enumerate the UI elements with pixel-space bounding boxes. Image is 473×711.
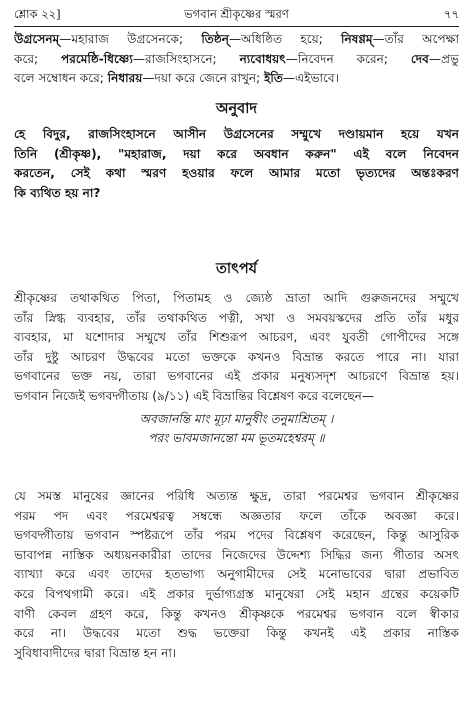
sanskrit-term: তিষ্ঠন্	[201, 32, 229, 46]
translation-heading: অনুবাদ	[215, 101, 258, 117]
sanskrit-term: ন্যবোধয়ৎ	[239, 51, 286, 66]
purport-line: যে সমস্ত মানুষের জ্ঞানের পরিধি অত্যন্ত ক্ষুদ্র, তারা পরমেশ্বর ভগবান শ্রীকৃষ্ণের	[14, 489, 459, 503]
translation-line: করতেন, সেই কথা স্মরণ হওয়ার ফলে আমার মতো ভৃত্যদের অন্তঃকরণ	[14, 166, 459, 181]
term-meaning: করে;	[14, 51, 61, 66]
sanskrit-term: ইতি	[264, 71, 283, 86]
term-meaning: —এইভাবে।	[282, 71, 339, 86]
translation-line: কি ব্যথিত হয় না?	[14, 185, 101, 200]
running-header	[14, 4, 459, 26]
gita-verse-quote	[14, 410, 459, 448]
purport-line: ভগবান নিজেই ভগবদ্গীতায় (৯/১১) এই বিভ্রান্তির বিশ্লেষণ করে বলেছেন—	[14, 388, 374, 403]
term-meaning: —তাঁর অপেক্ষা	[372, 32, 459, 46]
sanskrit-term: পরমেষ্ঠি-ধিষ্ণ্যে	[61, 51, 133, 66]
term-meaning: —দয়া করে জেনে রাখুন;	[142, 71, 265, 86]
term-meaning: —রাজসিংহাসনে;	[132, 51, 240, 66]
purport-line: বাণী কেবল গ্রহণ করে, কিন্তু কখনও শ্রীকৃষ্ণকে পরমেশ্বর ভগবান বলে স্বীকার	[14, 606, 459, 621]
translation-text	[14, 125, 459, 203]
sanskrit-term: নিষণ্ণম্	[341, 32, 373, 46]
term-meaning: —মহারাজ উগ্রসেনকে;	[59, 32, 202, 46]
verse-line: অবজানন্তি মাং মূঢ়া মানুষীং তনুমাশ্রিতম্ ।	[139, 412, 334, 426]
header-rule	[14, 26, 459, 27]
purport-line: তাঁর দুষ্টু আচরণ উদ্ধবের মতো ভক্তকে কখনও বিভ্রান্ত করতে পারে না। যারা	[14, 349, 459, 364]
synonyms-line-1	[14, 30, 459, 50]
term-meaning: —প্রভু	[428, 51, 459, 66]
translation-line: তিনি (শ্রীকৃষ্ণ), "মহারাজ, দয়া করে অবধান করুন" এই বলে নিবেদন	[14, 146, 459, 161]
term-meaning: বলে সম্বোধন করে;	[14, 71, 108, 86]
synonyms-section	[14, 30, 459, 89]
purport-line: করে বিপথগামী করে। এই প্রকার দুর্ভাগ্যগ্রস্ত মানুষেরা সেই মহান গ্রন্থের কয়েকটি	[14, 586, 459, 601]
purport-heading: তাৎপর্য	[215, 261, 258, 277]
purport-line: ভগবানের ভক্ত নয়, তারা ভগবানের এই প্রকার মনুষ্যসদৃশ আচরণে বিভ্রান্ত হয়।	[14, 369, 459, 384]
purport-paragraph-2	[14, 487, 459, 663]
purport-paragraph-1	[14, 289, 459, 407]
sanskrit-term: নিধারয়	[107, 71, 143, 86]
verse-reference: শ্লোক ২২]	[14, 7, 61, 21]
purport-line: ব্যবহার, মা যশোদার সম্মুখে তাঁর শিশুরূপ আচরণ, এবং যুবতী গোপীদের সঙ্গে	[14, 330, 459, 345]
sanskrit-term: উগ্রসেনম্	[14, 32, 60, 46]
purport-line: ভগবদ্গীতায় ভগবান স্পষ্টরূপে তাঁর পরম পদের বিশ্লেষণ করেছেন, কিন্তু আসুরিক	[14, 528, 459, 543]
running-title: ভগবান শ্রীকৃষ্ণের স্মরণ	[184, 7, 289, 21]
term-meaning: —নিবেদন করেন;	[285, 51, 411, 66]
translation-line: হে বিদুর, রাজসিংহাসনে আসীন উগ্রসেনের সম্মুখে দণ্ডায়মান হয়ে যখন	[14, 127, 459, 141]
verse-line: পরং ভাবমজানন্তো মম ভূতমহেশ্বরম্ ॥	[148, 431, 325, 445]
purport-line: সুবিধাবাদীদের দ্বারা বিভ্রান্ত হন না।	[14, 645, 177, 660]
synonyms-line-2	[14, 50, 459, 70]
purport-line: পরম পদ এবং পরমেশ্বরত্ব সম্বন্ধে অজ্ঞতার ফলে তাঁকে অবজ্ঞা করে।	[14, 508, 459, 523]
purport-line: করে না। উদ্ধবের মতো শুদ্ধ ভক্তেরা কিন্তু কখনই এই প্রকার নাস্তিক	[14, 626, 459, 641]
purport-line: ব্যাখ্যা করে এবং তাদের হতভাগ্য অনুগামীদের সেই মনোভাবের দ্বারা প্রভাবিত	[14, 567, 459, 582]
term-meaning: —অধিষ্ঠিত হয়ে;	[228, 32, 342, 46]
sanskrit-term: দেব	[410, 51, 429, 66]
synonyms-line-3	[14, 69, 459, 89]
purport-line: তাঁর স্নিগ্ধ ব্যবহার, তাঁর তথাকথিত পত্নী, সখা ও সমবয়স্কদের প্রতি তাঁর মধুর	[14, 310, 459, 325]
purport-line: শ্রীকৃষ্ণের তথাকথিত পিতা, পিতামহ ও জ্যেষ্ঠ ভ্রাতা আদি গুরুজনদের সম্মুখে	[14, 291, 459, 305]
purport-line: ভাবাপন্ন নাস্তিক অধ্যয়নকারীরা তাদের নিজেদের উদ্দেশ্য সিদ্ধির জন্য গীতার অসৎ	[14, 547, 459, 562]
page-number: ৭৭	[444, 7, 459, 21]
